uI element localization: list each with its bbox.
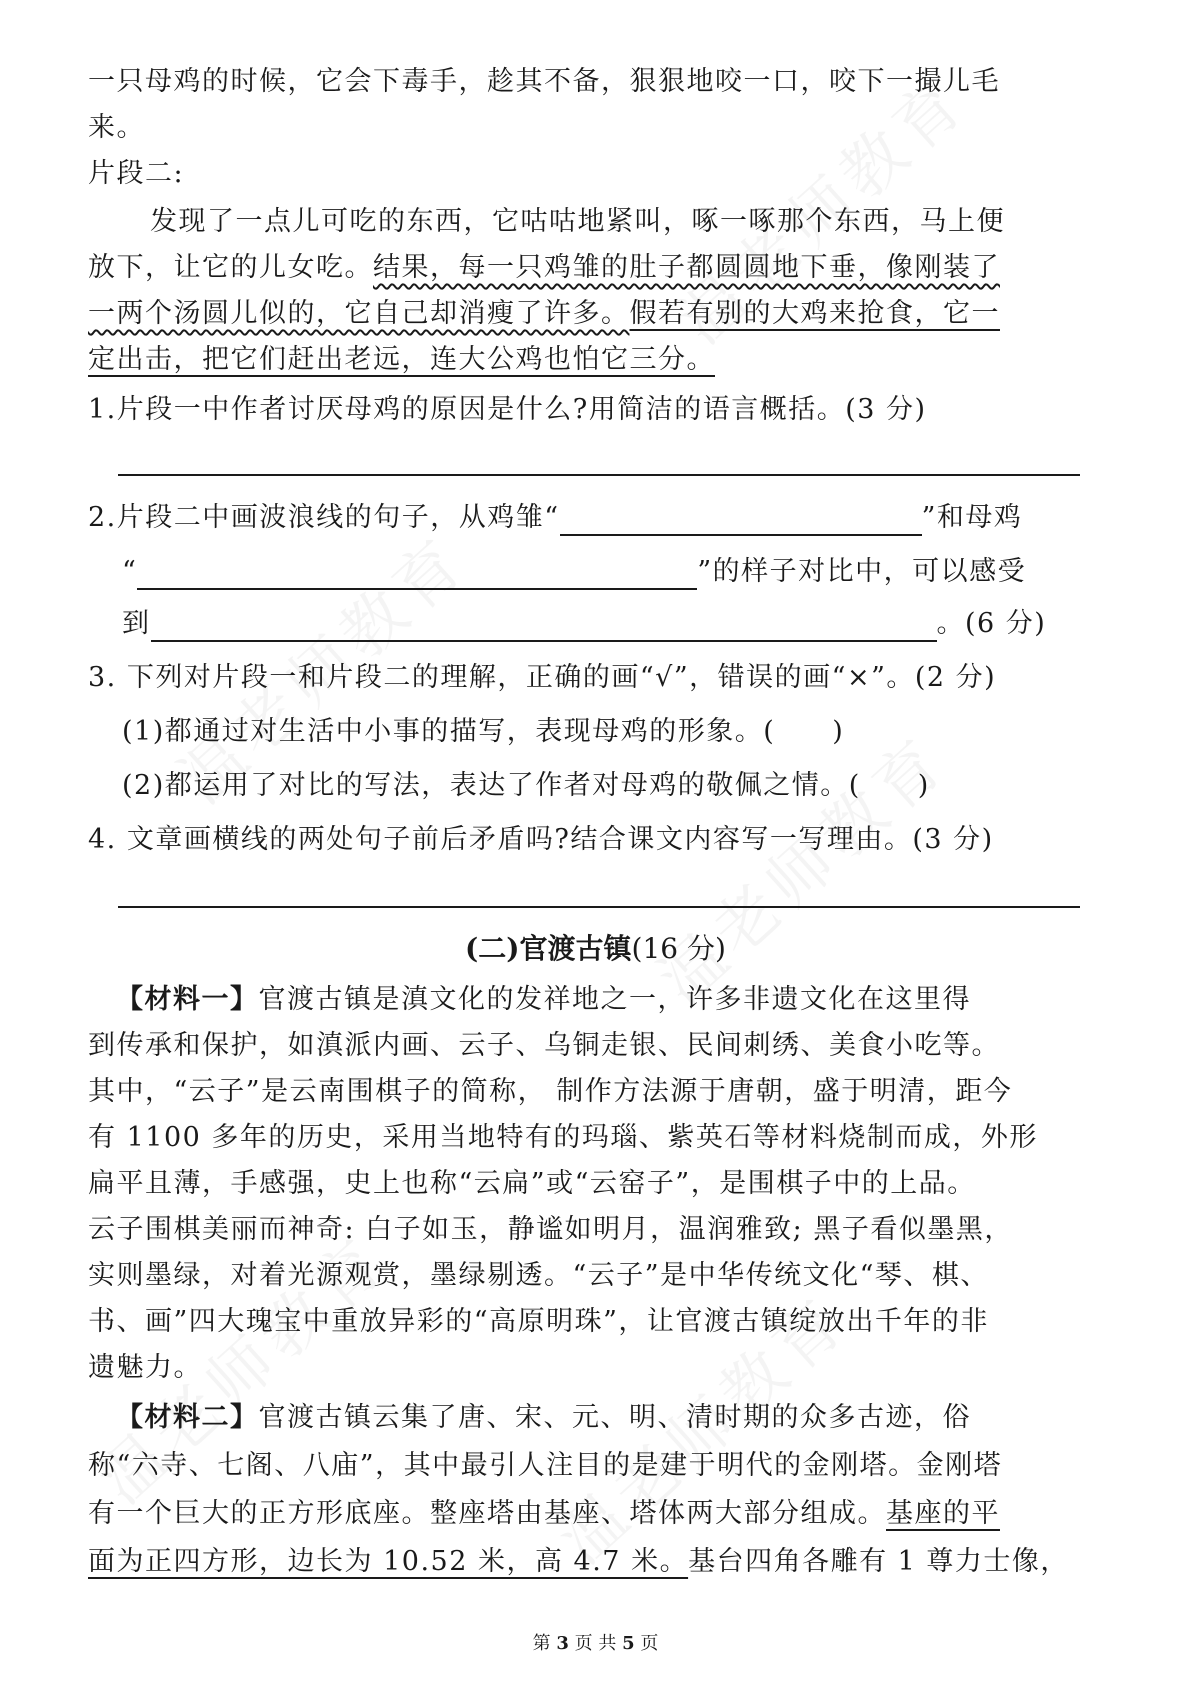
- section-score: (16 分): [631, 932, 726, 965]
- question-3-item-1[interactable]: (1)都通过对生活中小事的描写，表现母鸡的形象。( ): [122, 716, 845, 747]
- text-line: [116, 982, 971, 1018]
- text-line: [88, 1544, 1069, 1580]
- footer-text: 页: [640, 1633, 659, 1654]
- text-line: 云子围棋美丽而神奇: 白子如玉，静谧如明月，温润雅致; 黑子看似墨黑，: [88, 1214, 1013, 1245]
- q2-text: 2.片段二中画波浪线的句子，从鸡雏“: [88, 502, 560, 533]
- underlined-text: 定出击，把它们赶出老远，连大公鸡也怕它三分。: [88, 344, 715, 375]
- page-total: 5: [622, 1633, 635, 1654]
- question-2-cont: [122, 606, 1046, 642]
- q2-text: 到: [122, 608, 151, 639]
- material-label: 【材料二】: [116, 1402, 259, 1433]
- underlined-text: 面为正四方形，边长为 10.52 米，高 4.7 米。: [88, 1546, 689, 1577]
- text-line: 称“六寺、七阁、八庙”，其中最引人注目的是建于明代的金刚塔。金刚塔: [88, 1450, 1003, 1481]
- watermark: [635, 711, 964, 1020]
- question-1: 1.片段一中作者讨厌母鸡的原因是什么?用简洁的语言概括。(3 分): [88, 394, 927, 425]
- underlined-text: 基座的平: [886, 1498, 1000, 1529]
- material-text: 官渡古镇是滇文化的发祥地之一，许多非遗文化在这里得: [258, 984, 971, 1015]
- question-3-item-2[interactable]: (2)都运用了对比的写法，表达了作者对母鸡的敬佩之情。( ): [122, 770, 930, 801]
- page-footer: [0, 1632, 1191, 1656]
- text-line: 遗魅力。: [88, 1352, 202, 1383]
- material-label: 【材料一】: [116, 984, 259, 1015]
- text-line: [116, 1400, 971, 1436]
- text-line: 来。: [88, 112, 145, 143]
- question-3: 3. 下列对片段一和片段二的理解，正确的画“√”，错误的画“×”。(2 分): [88, 662, 997, 693]
- question-2: [88, 500, 1022, 536]
- section-title-text: (二)官渡古镇: [465, 932, 632, 965]
- underlined-text: 假若有别的大鸡来抢食，它一: [629, 298, 1000, 329]
- text-line: 扁平且薄，手感强，史上也称“云扁”或“云窑子”，是围棋子中的上品。: [88, 1168, 976, 1199]
- wavy-underlined-text: 结果，每一只鸡雏的肚子都圆圆地下垂，像刚装了: [373, 252, 1000, 283]
- fragment-heading: 片段二:: [88, 158, 185, 189]
- text-line: 实则墨绿，对着光源观赏，墨绿剔透。“云子”是中华传统文化“琴、棋、: [88, 1260, 989, 1291]
- text-line: 到传承和保护，如滇派内画、云子、乌铜走银、民间刺绣、美食小吃等。: [88, 1030, 1000, 1061]
- plain-text: 放下，让它的儿女吃。: [88, 252, 373, 283]
- plain-text: 有一个巨大的正方形底座。整座塔由基座、塔体两大部分组成。: [88, 1498, 886, 1529]
- text-line: [88, 296, 1000, 332]
- question-4: 4. 文章画横线的两处句子前后矛盾吗?结合课文内容写一写理由。(3 分): [88, 824, 994, 855]
- text-line: 其中，“云子”是云南围棋子的简称， 制作方法源于唐朝，盛于明清，距今: [88, 1076, 1013, 1107]
- answer-line[interactable]: [118, 474, 1080, 476]
- q2-text: ”和母鸡: [921, 502, 1023, 533]
- question-2-cont: [122, 554, 1026, 590]
- wavy-underlined-text: 一两个汤圆儿似的，它自己却消瘦了许多。: [88, 298, 630, 329]
- q2-text: ”的样子对比中，可以感受: [697, 556, 1027, 587]
- footer-text: 第: [532, 1633, 551, 1654]
- answer-blank[interactable]: [151, 612, 937, 642]
- text-line: 书、画”四大瑰宝中重放异彩的“高原明珠”，让官渡古镇绽放出千年的非: [88, 1306, 989, 1337]
- text-line: [88, 342, 715, 378]
- q2-text: 。(6 分): [936, 608, 1047, 639]
- answer-blank[interactable]: [560, 506, 922, 536]
- text-line: [88, 1496, 1000, 1532]
- page-number: 3: [556, 1633, 569, 1654]
- q2-text: “: [122, 556, 138, 587]
- text-line: 发现了一点儿可吃的东西，它咕咕地紧叫，啄一啄那个东西，马上便: [150, 206, 1005, 237]
- answer-line[interactable]: [118, 906, 1080, 908]
- section-title: [0, 930, 1191, 968]
- material-text: 官渡古镇云集了唐、宋、元、明、清时期的众多古迹，俗: [258, 1402, 971, 1433]
- plain-text: 基台四角各雕有 1 尊力士像，: [688, 1546, 1069, 1577]
- text-line: [88, 250, 1000, 286]
- text-line: 一只母鸡的时候，它会下毒手，趁其不备，狠狠地咬一口，咬下一撮儿毛: [88, 66, 1000, 97]
- text-line: 有 1100 多年的历史，采用当地特有的玛瑙、紫英石等材料烧制而成，外形: [88, 1122, 1038, 1153]
- answer-blank[interactable]: [137, 560, 697, 590]
- footer-text: 页 共: [574, 1633, 617, 1654]
